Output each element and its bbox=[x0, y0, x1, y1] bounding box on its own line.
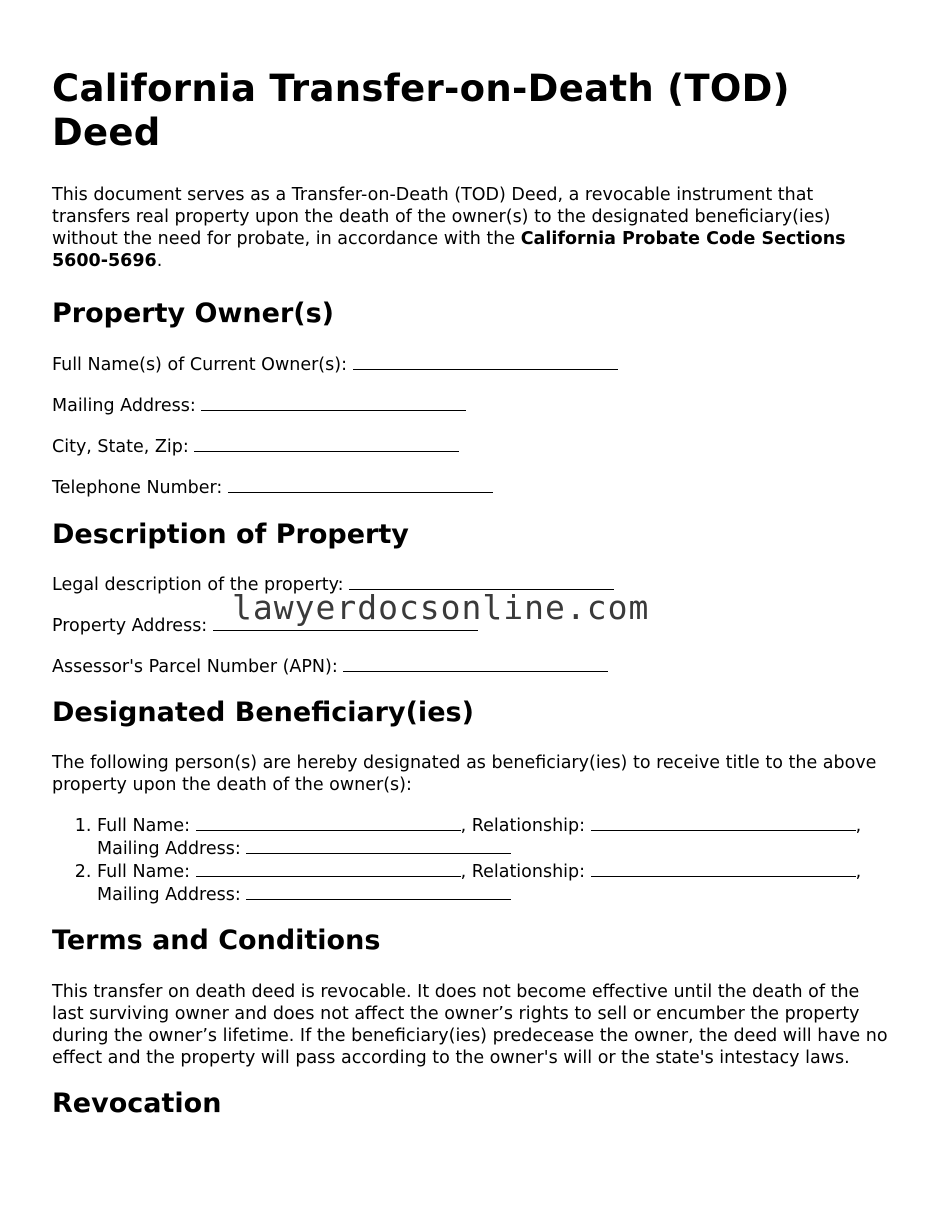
terms-heading: Terms and Conditions bbox=[52, 925, 381, 956]
document-page bbox=[52, 0, 892, 1120]
property-legal-field bbox=[52, 573, 892, 596]
owner-city-label: City, State, Zip: bbox=[52, 437, 189, 457]
owners-heading: Property Owner(s) bbox=[52, 298, 335, 329]
owner-city-blank[interactable] bbox=[194, 435, 459, 452]
beneficiary-mailing-label: Mailing Address: bbox=[97, 885, 241, 905]
property-address-blank[interactable] bbox=[213, 614, 478, 631]
watermark: lawyerdocsonline.com bbox=[232, 588, 650, 627]
beneficiaries-heading: Designated Beneficiary(ies) bbox=[52, 697, 474, 728]
owner-mailing-field bbox=[52, 394, 892, 417]
beneficiary-mailing-blank[interactable] bbox=[246, 837, 511, 854]
owner-name-blank[interactable] bbox=[353, 353, 618, 370]
beneficiary-relationship-blank[interactable] bbox=[591, 814, 856, 831]
terms-paragraph: This transfer on death deed is revocable. It does not become effective until the death of the last surviving owner and does not affect the owner’s rights to sell or encumber the property during the owner’s lifetime. If the beneficiary(ies) predecease the owner, the deed will have no effect and the property will pass according to the owner's will or the state's intestacy laws. bbox=[52, 982, 888, 1068]
property-apn-blank[interactable] bbox=[343, 655, 608, 672]
beneficiary-name-blank[interactable] bbox=[196, 814, 461, 831]
owner-name-field bbox=[52, 353, 892, 376]
document-title: California Transfer-on-Death (TOD) Deed bbox=[52, 67, 790, 154]
beneficiary-relationship-blank[interactable] bbox=[591, 860, 856, 877]
property-legal-blank[interactable] bbox=[349, 573, 614, 590]
owner-phone-label: Telephone Number: bbox=[52, 478, 223, 498]
beneficiary-relationship-label: , Relationship: bbox=[460, 862, 586, 882]
owner-phone-blank[interactable] bbox=[228, 476, 493, 493]
beneficiary-item: 1. Full Name: , Relationship: , Mailing Address: bbox=[97, 814, 892, 860]
beneficiary-list bbox=[52, 814, 892, 906]
property-heading: Description of Property bbox=[52, 519, 409, 550]
property-address-field bbox=[52, 614, 892, 637]
owner-name-label: Full Name(s) of Current Owner(s): bbox=[52, 355, 347, 375]
beneficiary-name-blank[interactable] bbox=[196, 860, 461, 877]
owner-phone-field bbox=[52, 476, 892, 499]
property-address-label: Property Address: bbox=[52, 616, 208, 636]
owner-city-field bbox=[52, 435, 892, 458]
beneficiaries-intro: The following person(s) are hereby designated as beneficiary(ies) to receive title to the above property upon the death of the owner(s): bbox=[52, 753, 877, 795]
property-apn-label: Assessor's Parcel Number (APN): bbox=[52, 657, 338, 677]
property-legal-label: Legal description of the property: bbox=[52, 575, 344, 595]
intro-text: This document serves as a Transfer-on-Death (TOD) Deed, a revocable instrument that transfers real property upon the death of the owner(s) to the designated beneficiary(ies) without the need for probate, in accordance with the bbox=[52, 185, 831, 249]
intro-end: . bbox=[156, 251, 163, 271]
revocation-heading: Revocation bbox=[52, 1088, 222, 1119]
beneficiary-mailing-blank[interactable] bbox=[246, 883, 511, 900]
intro-code-reference: California Probate Code Sections 5600-5696 bbox=[52, 229, 846, 271]
beneficiary-name-label: Full Name: bbox=[97, 862, 191, 882]
beneficiary-item: 2. Full Name: , Relationship: , Mailing Address: bbox=[97, 860, 892, 906]
beneficiary-relationship-label: , Relationship: bbox=[460, 816, 586, 836]
intro-paragraph bbox=[52, 184, 892, 272]
beneficiary-name-label: Full Name: bbox=[97, 816, 191, 836]
property-apn-field bbox=[52, 655, 892, 678]
beneficiary-mailing-label: Mailing Address: bbox=[97, 839, 241, 859]
owner-mailing-blank[interactable] bbox=[201, 394, 466, 411]
owner-mailing-label: Mailing Address: bbox=[52, 396, 196, 416]
